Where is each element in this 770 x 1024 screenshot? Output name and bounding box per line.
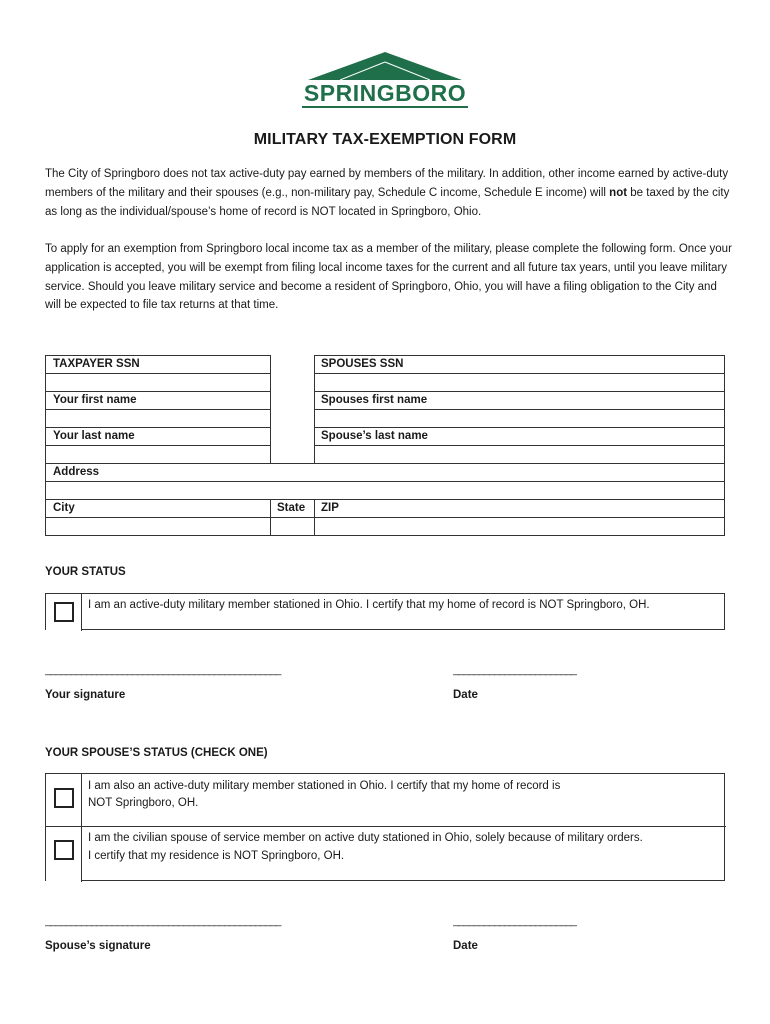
your-last-name-label: Your last name: [53, 430, 135, 442]
zip-field[interactable]: [314, 517, 725, 536]
spouse-date-label: Date: [453, 940, 478, 952]
spouses-ssn-label: SPOUSES SSN: [321, 358, 404, 370]
intro-paragraph-1: [45, 165, 735, 221]
address-label-cell: [45, 463, 725, 482]
spouse-status-box: [45, 773, 725, 881]
state-label: State: [277, 502, 306, 514]
taxpayer-ssn-label: TAXPAYER SSN: [53, 358, 140, 370]
logo-underline: [302, 106, 468, 108]
spouses-last-name-field[interactable]: [314, 445, 725, 464]
logo-text: SPRINGBORO: [303, 80, 467, 106]
your-first-name-field[interactable]: [45, 409, 271, 428]
spouse-option-1-line-2: NOT Springboro, OH.: [88, 797, 199, 809]
your-status-heading: YOUR STATUS: [45, 566, 126, 578]
your-status-option-text: I am an active-duty military member stationed in Ohio. I certify that my home of record is NOT Springboro, OH.: [88, 599, 650, 611]
intro-bold-not: not: [609, 186, 628, 199]
state-label-cell: [270, 499, 315, 518]
city-label: City: [53, 502, 75, 514]
form-title: MILITARY TAX-EXEMPTION FORM: [253, 131, 517, 148]
spouse-option-2-line-2: I certify that my residence is NOT Springboro, OH.: [88, 850, 345, 862]
zip-label: ZIP: [321, 502, 339, 514]
spouse-status-heading: YOUR SPOUSE’S STATUS (CHECK ONE): [45, 747, 268, 759]
your-signature-label: Your signature: [45, 689, 126, 701]
spouse-signature-line[interactable]: ______________________________________________: [45, 915, 281, 927]
your-signature-line[interactable]: ______________________________________________: [45, 664, 281, 676]
spouses-last-name-label-cell: [314, 427, 725, 446]
your-status-checkbox[interactable]: [54, 602, 74, 622]
spouses-first-name-field[interactable]: [314, 409, 725, 428]
your-last-name-field[interactable]: [45, 445, 271, 464]
your-date-line[interactable]: ________________________: [453, 664, 576, 676]
roof-icon: [300, 50, 470, 80]
spouse-date-line[interactable]: ________________________: [453, 915, 576, 927]
your-last-name-label-cell: [45, 427, 271, 446]
spouses-first-name-label: Spouses first name: [321, 394, 428, 406]
spouses-last-name-label: Spouse’s last name: [321, 430, 428, 442]
your-status-check-cell: [46, 594, 82, 631]
your-status-box: [45, 593, 725, 630]
city-field[interactable]: [45, 517, 271, 536]
address-field[interactable]: [45, 481, 725, 500]
state-field[interactable]: [270, 517, 315, 536]
spouses-ssn-label-cell: [314, 355, 725, 374]
zip-label-cell: [314, 499, 725, 518]
spouse-status-divider: [46, 826, 726, 827]
spouse-option-2-line-1: I am the civilian spouse of service member on active duty stationed in Ohio, solely because of military orders.: [88, 832, 643, 844]
spouses-first-name-label-cell: [314, 391, 725, 410]
spouse-status-checkbox-2[interactable]: [54, 840, 74, 860]
spouse-signature-label: Spouse’s signature: [45, 940, 151, 952]
springboro-logo: [300, 50, 470, 108]
your-date-label: Date: [453, 689, 478, 701]
your-first-name-label-cell: [45, 391, 271, 410]
city-label-cell: [45, 499, 271, 518]
spouse-option-1-line-1: I am also an active-duty military member stationed in Ohio. I certify that my home of record is: [88, 780, 561, 792]
intro-paragraph-2: To apply for an exemption from Springboro local income tax as a member of the military, please complete the following form. Once your application is accepted, you will be exempt from filing local income taxes for the current and all future tax years, until you leave military service. Should you leave military service and become a resident of Springboro, Ohio, you will have a filing obligation to the City and will be expected to file tax returns at that time.: [45, 243, 732, 312]
spouses-ssn-field[interactable]: [314, 373, 725, 392]
intro-text-b: be taxed by the city as long as the individual/spouse’s home of record is NOT located in Springboro, Ohio.: [45, 186, 730, 218]
address-label: Address: [53, 466, 100, 478]
taxpayer-ssn-label-cell: [45, 355, 271, 374]
your-first-name-label: Your first name: [53, 394, 137, 406]
spouse-status-checkbox-1[interactable]: [54, 788, 74, 808]
intro-text-a: The City of Springboro does not tax active-duty pay earned by members of the military. In addition, other income earned by active-duty members of the military and their spouses (e.g., non-military pay, Schedule C income, Schedule E income) will: [45, 168, 729, 199]
taxpayer-ssn-field[interactable]: [45, 373, 271, 392]
